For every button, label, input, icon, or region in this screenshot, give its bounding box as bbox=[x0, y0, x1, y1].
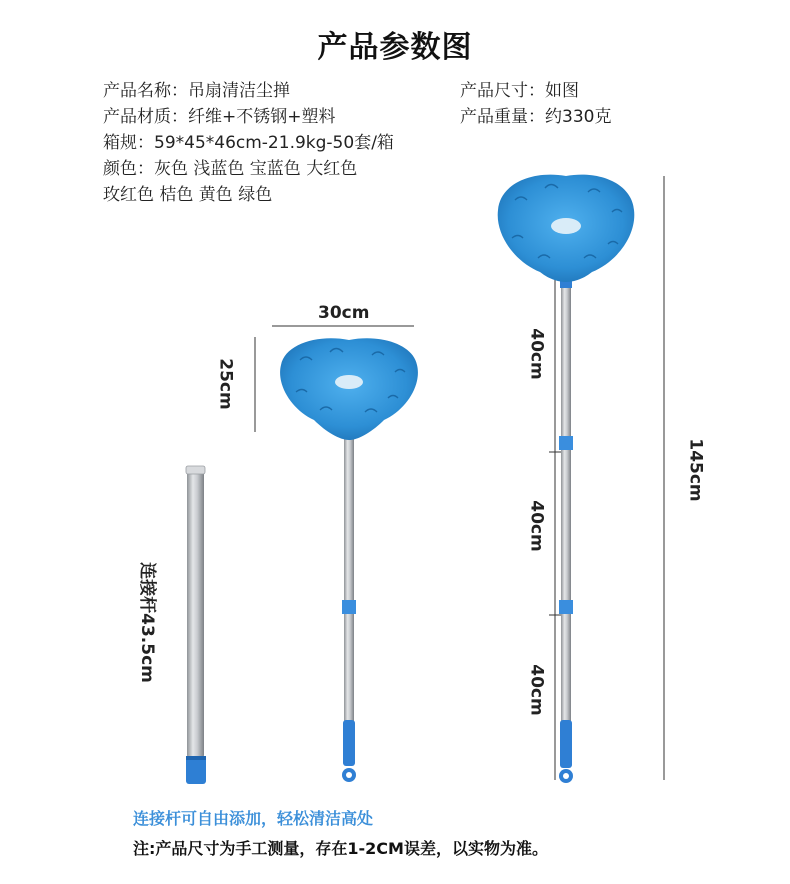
spec-weight: 产品重量：约330克 bbox=[460, 107, 612, 127]
duster-short bbox=[280, 338, 418, 782]
duster-tall bbox=[498, 175, 635, 783]
spec-colors-line2: 玫红色 桔色 黄色 绿色 bbox=[103, 185, 273, 205]
spec-colors-line1: 颜色：灰色 浅蓝色 宝蓝色 大红色 bbox=[103, 159, 358, 179]
connector-label: 连接杆43.5cm bbox=[136, 562, 157, 683]
dimension-lines bbox=[255, 176, 664, 780]
width-label: 30cm bbox=[318, 303, 370, 323]
feature-note: 连接杆可自由添加，轻松清洁高处 bbox=[133, 809, 374, 828]
spec-box: 箱规：59*45*46cm-21.9kg-50套/箱 bbox=[103, 133, 394, 153]
segment2-label: 40cm bbox=[526, 500, 547, 552]
spec-product-name: 产品名称：吊扇清洁尘掸 bbox=[103, 81, 290, 101]
height-label: 25cm bbox=[215, 358, 236, 410]
disclaimer-note: 注:产品尺寸为手工测量，存在1-2CM误差，以实物为准。 bbox=[133, 839, 548, 858]
total-label: 145cm bbox=[685, 438, 706, 502]
spec-material: 产品材质：纤维+不锈钢+塑料 bbox=[103, 107, 336, 127]
page-title: 产品参数图 bbox=[317, 30, 473, 65]
segment1-label: 40cm bbox=[526, 328, 547, 380]
segment3-label: 40cm bbox=[526, 664, 547, 716]
spec-size: 产品尺寸：如图 bbox=[460, 81, 579, 101]
connector-rod bbox=[186, 466, 206, 784]
